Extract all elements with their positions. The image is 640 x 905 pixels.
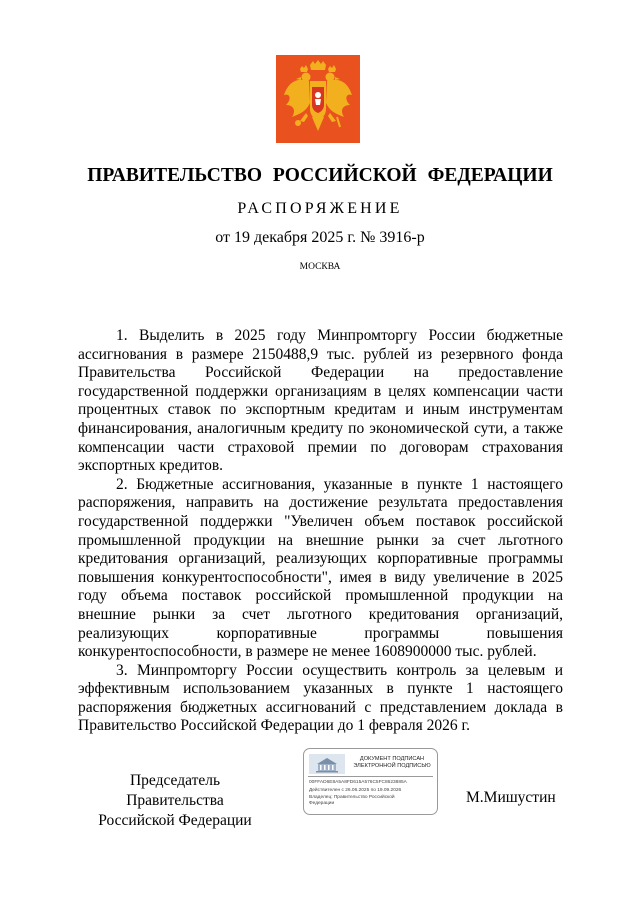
electronic-signature-stamp <box>303 748 438 815</box>
signer-position-line2: Российской Федерации <box>98 812 252 829</box>
stamp-owner-line1: Владелец: Правительство Российской <box>309 795 395 800</box>
document-body <box>78 327 563 736</box>
document-type: РАСПОРЯЖЕНИЕ <box>237 200 403 217</box>
coat-of-arms-icon <box>276 55 360 143</box>
stamp-title-line2: ЭЛЕКТРОННОЙ ПОДПИСЬЮ <box>353 762 431 769</box>
signer-position-line1: Председатель Правительства <box>126 772 224 809</box>
stamp-certificate: 00FFAD6E8A5A8FD615A576C5FC8623885A <box>309 780 407 785</box>
signer-position <box>80 771 270 831</box>
document-date-number: от 19 декабря 2025 г. № 3916-р <box>215 229 425 246</box>
government-title: ПРАВИТЕЛЬСТВО РОССИЙСКОЙ ФЕДЕРАЦИИ <box>87 165 553 186</box>
stamp-title-line1: ДОКУМЕНТ ПОДПИСАН <box>359 756 425 762</box>
stamp-divider <box>308 776 433 777</box>
signer-name: М.Мишустин <box>466 789 556 806</box>
paragraph-1: 1. Выделить в 2025 году Минпромторгу России бюджетные ассигнования в размере 2150488,9 тыс. рублей из резервного фонда Правительства Российской Федерации на предоставление государственной поддержки организациям в целях компенсации части процентных ставок по экспортным кредитам и иным инструментам финансирования, аналогичным кредиту по экономической сути, а также компенсации части страховой премии по договорам страхования экспортных кредитов. <box>78 327 563 475</box>
building-icon <box>309 754 345 774</box>
document-city: МОСКВА <box>299 262 341 272</box>
paragraph-3: 3. Минпромторгу России осуществить контроль за целевым и эффективным использованием указанных в пункте 1 настоящего распоряжения бюджетных ассигнований с представлением доклада в Правительство Российской Федерации до 1 февраля 2026 г. <box>78 661 563 735</box>
stamp-owner-line2: Федерации <box>309 801 335 806</box>
paragraph-2: 2. Бюджетные ассигнования, указанные в пункте 1 настоящего распоряжения, направить на достижение результата предоставления государственной поддержки "Увеличен объем поставок российской промышленной продукции на внешние рынки за счет льготного кредитования организаций, реализующих корпоративные программы повышения конкурентоспособности", имея в виду увеличение в 2025 году объема поставок российской промышленной продукции на внешние рынки за счет льготного кредитования организаций, реализующих корпоративные программы повышения конкурентоспособности, в размере не менее 1608900000 тыс. рублей. <box>78 475 563 661</box>
stamp-title <box>348 756 436 770</box>
stamp-validity: Действителен с 26.06.2025 по 19.09.2026 <box>309 788 402 793</box>
